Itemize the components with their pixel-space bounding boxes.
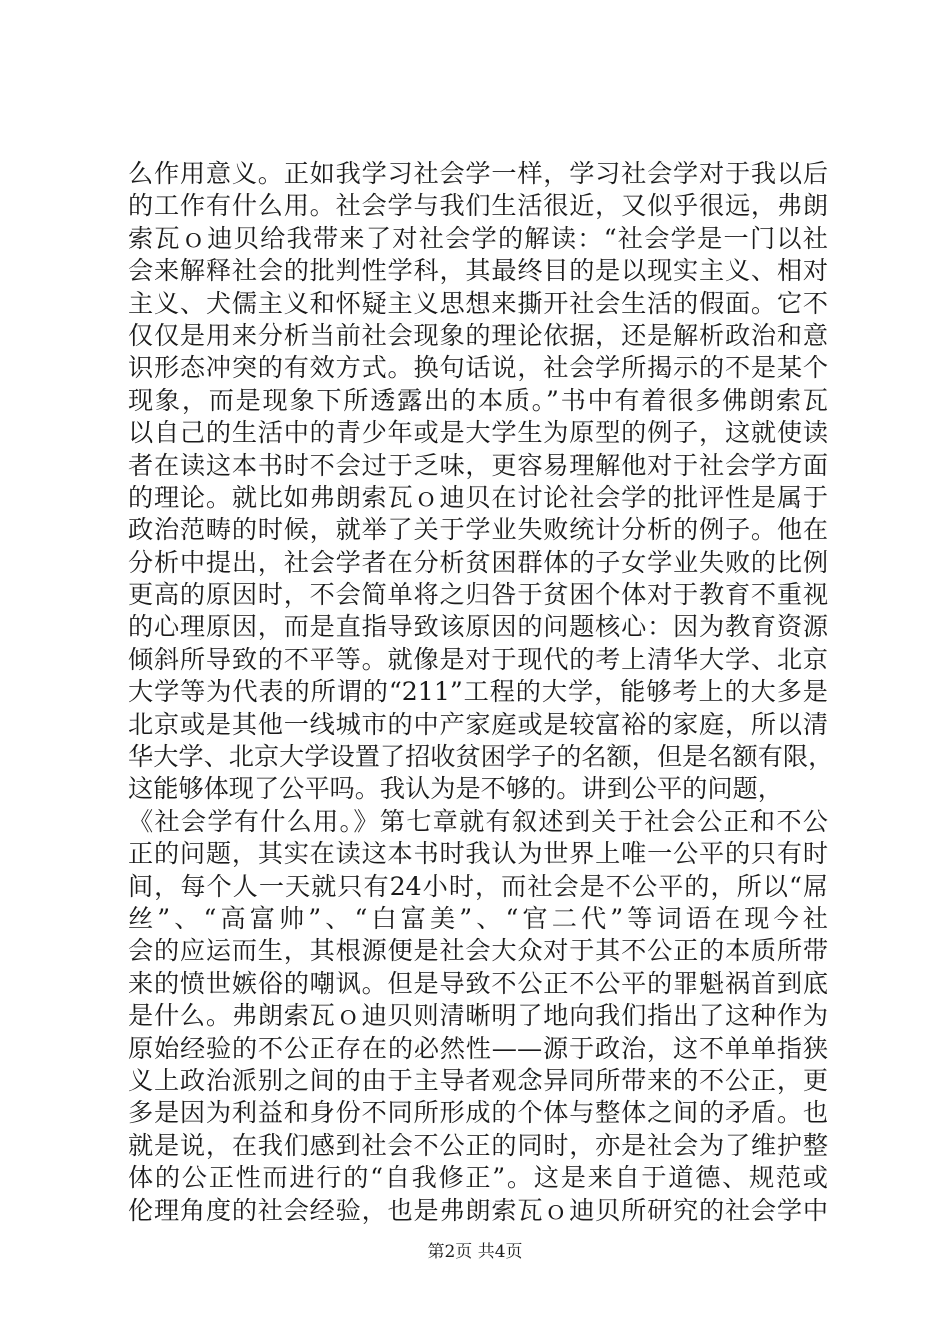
- text-line: 大学等为代表的所谓的“211”工程的大学，能够考上的大多是: [128, 677, 828, 707]
- text-line: 的心理原因，而是直指导致该原因的问题核心：因为教育资源: [128, 612, 828, 642]
- text-line: 的工作有什么用。社会学与我们生活很近，又似乎很远，弗朗: [128, 191, 828, 221]
- text-line: 政治范畴的时候，就举了关于学业失败统计分析的例子。他在: [128, 515, 828, 545]
- text-line: 就是说，在我们感到社会不公正的同时，亦是社会为了维护整: [128, 1130, 828, 1160]
- text-line: 以自己的生活中的青少年或是大学生为原型的例子，这就使读: [128, 418, 828, 448]
- text-line: 现象，而是现象下所透露出的本质。”书中有着很多佛朗索瓦: [128, 385, 828, 415]
- text-line: 仅仅是用来分析当前社会现象的理论依据，还是解析政治和意: [128, 320, 828, 350]
- text-line: 主义、犬儒主义和怀疑主义思想来撕开社会生活的假面。它不: [128, 288, 828, 318]
- text-line: 伦理角度的社会经验，也是弗朗索瓦ｏ迪贝所研究的社会学中: [128, 1195, 828, 1225]
- page-footer: 第2页 共4页: [427, 1242, 523, 1262]
- text-line: 么作用意义。正如我学习社会学一样，学习社会学对于我以后: [128, 159, 828, 188]
- text-line: 的理论。就比如弗朗索瓦ｏ迪贝在讨论社会学的批评性是属于: [128, 482, 828, 512]
- text-line: 者在读这本书时不会过于乏味，更容易理解他对于社会学方面: [128, 450, 828, 480]
- text-line: 会来解释社会的批判性学科，其最终目的是以现实主义、相对: [128, 256, 828, 286]
- text-line: 倾斜所导致的不平等。就像是对于现代的考上清华大学、北京: [128, 644, 828, 674]
- text-line: 识形态冲突的有效方式。换句话说，社会学所揭示的不是某个: [128, 353, 828, 383]
- text-line: 分析中提出，社会学者在分析贫困群体的子女学业失败的比例: [128, 547, 828, 577]
- text-line: 索瓦ｏ迪贝给我带来了对社会学的解读：“社会学是一门以社: [128, 223, 828, 253]
- text-line: 多是因为利益和身份不同所形成的个体与整体之间的矛盾。也: [128, 1098, 828, 1128]
- text-line: 《社会学有什么用。》第七章就有叙述到关于社会公正和不公: [128, 806, 828, 836]
- text-line: 华大学、北京大学设置了招收贫困学子的名额，但是名额有限，: [128, 742, 834, 772]
- text-line: 会的应运而生，其根源便是社会大众对于其不公正的本质所带: [128, 936, 828, 966]
- text-line: 来的愤世嫉俗的嘲讽。但是导致不公正不公平的罪魁祸首到底: [128, 968, 828, 998]
- text-line: 义上政治派别之间的由于主导者观念异同所带来的不公正，更: [128, 1065, 828, 1095]
- text-line: 这能够体现了公平吗。我认为是不够的。讲到公平的问题，: [128, 774, 783, 804]
- text-line: 间，每个人一天就只有24小时，而社会是不公平的，所以“屌: [128, 871, 828, 901]
- text-line: 丝”、“高富帅”、“白富美”、“官二代”等词语在现今社: [128, 903, 828, 933]
- text-line: 更高的原因时，不会简单将之归咎于贫困个体对于教育不重视: [128, 580, 828, 610]
- text-line: 是什么。弗朗索瓦ｏ迪贝则清晰明了地向我们指出了这种作为: [128, 1001, 828, 1031]
- text-line: 体的公正性而进行的“自我修正”。这是来自于道德、规范或: [128, 1163, 828, 1193]
- text-line: 原始经验的不公正存在的必然性——源于政治，这不单单指狭: [128, 1033, 828, 1063]
- text-line: 正的问题，其实在读这本书时我认为世界上唯一公平的只有时: [128, 839, 828, 869]
- text-line: 北京或是其他一线城市的中产家庭或是较富裕的家庭，所以清: [128, 709, 828, 739]
- body-paragraph: [128, 158, 834, 1227]
